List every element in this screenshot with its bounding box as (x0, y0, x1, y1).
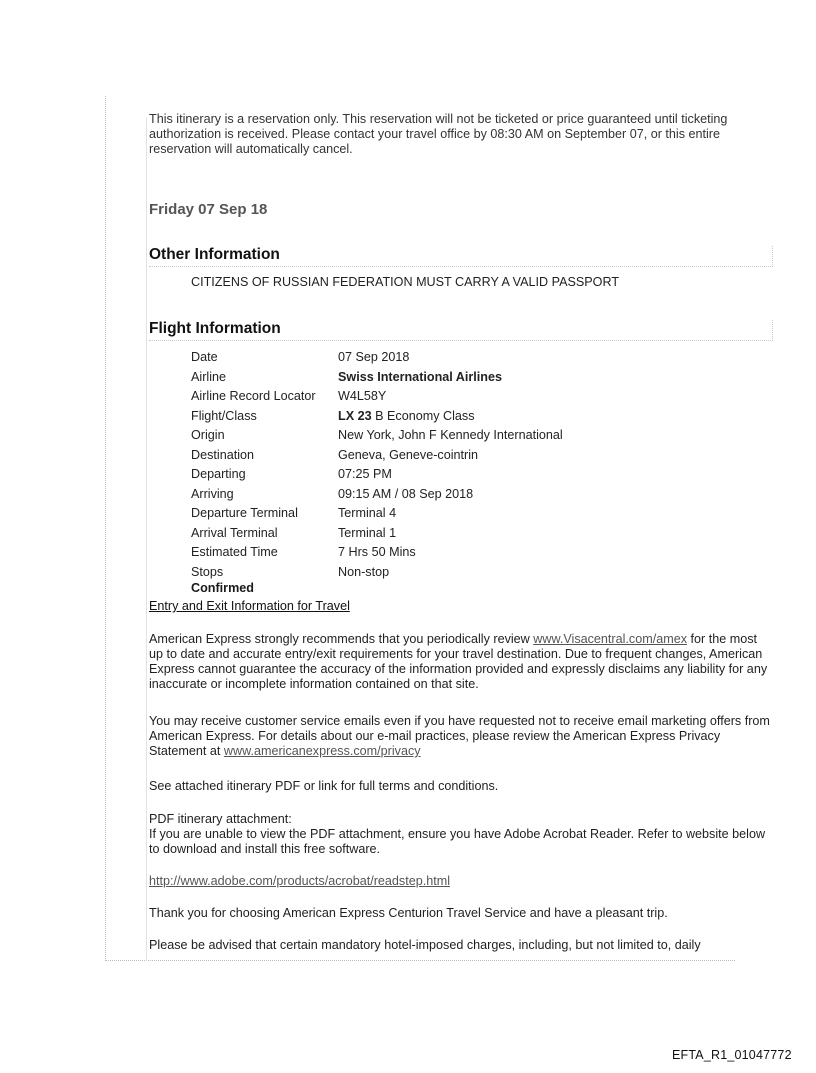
flight-value: 07 Sep 2018 (338, 350, 410, 364)
flight-row-airline (191, 368, 563, 388)
flight-label: Arriving (191, 486, 234, 501)
flight-class: B Economy Class (371, 408, 475, 423)
hotel-charges-paragraph: Please be advised that certain mandatory hotel-imposed charges, including, but not limited to, daily (149, 938, 701, 952)
flight-label: Destination (191, 447, 255, 462)
flight-value: Terminal 4 (338, 506, 397, 520)
frame-left-border (105, 96, 106, 961)
flight-value: W4L58Y (338, 389, 387, 403)
reservation-notice: This itinerary is a reservation only. This reservation will not be ticketed or price guaranteed until ticketing authorization is received. Please contact your travel office by 08:30 AM on September 07, or this entire reservation will automatically cancel. (149, 112, 728, 156)
document-id-footer: EFTA_R1_01047772 (672, 1048, 792, 1062)
flight-value: 09:15 AM / 08 Sep 2018 (338, 486, 474, 501)
flight-label: Airline (191, 369, 226, 384)
visa-advice-text: American Express strongly recommends that you periodically review (149, 632, 534, 646)
flight-value (338, 407, 475, 427)
other-information-heading: Other Information (149, 246, 773, 267)
date-heading: Friday 07 Sep 18 (149, 201, 268, 218)
adobe-reader-link[interactable]: http://www.adobe.com/products/acrobat/readstep.html (149, 874, 451, 888)
content-left-border (146, 118, 147, 961)
flight-row-departing (191, 465, 563, 485)
flight-row-estimated-time (191, 543, 563, 563)
pdf-attachment-paragraph: If you are unable to view the PDF attachment, ensure you have Adobe Acrobat Reader. Refer to website below to download and install this free software. (149, 827, 766, 856)
booking-status: Confirmed (191, 581, 254, 595)
flight-label: Date (191, 350, 218, 364)
flight-row-destination (191, 446, 563, 466)
flight-label: Flight/Class (191, 408, 257, 423)
flight-row-record-locator (191, 387, 563, 407)
flight-value: 7 Hrs 50 Mins (338, 545, 416, 559)
flight-label: Stops (191, 564, 224, 579)
adobe-link-paragraph (149, 874, 774, 889)
visa-advice-paragraph (149, 632, 774, 692)
flight-label: Departing (191, 467, 246, 481)
flight-details-table (191, 348, 563, 582)
passport-notice: CITIZENS OF RUSSIAN FEDERATION MUST CARRY A VALID PASSPORT (191, 275, 620, 289)
privacy-text: You may receive customer service emails even if you have requested not to receive email marketing offers from American Express. For details about our e-mail practices, please review the American Express Privacy Statement at (149, 714, 770, 758)
visacentral-link[interactable]: www.Visacentral.com/amex (533, 632, 688, 646)
flight-row-arriving (191, 485, 563, 505)
pdf-attachment-heading: PDF itinerary attachment: (149, 812, 292, 826)
flight-value: New York, John F Kennedy International (338, 428, 563, 442)
flight-value: Geneva, Geneve-cointrin (338, 447, 479, 462)
flight-label: Arrival Terminal (191, 525, 278, 540)
privacy-paragraph (149, 714, 774, 759)
flight-row-arrival-terminal (191, 524, 563, 544)
flight-row-departure-terminal (191, 504, 563, 524)
flight-label: Estimated Time (191, 545, 278, 559)
flight-value: Non-stop (338, 564, 390, 579)
flight-label: Airline Record Locator (191, 389, 316, 403)
thank-you-paragraph: Thank you for choosing American Express Centurion Travel Service and have a pleasant trip. (149, 906, 668, 920)
flight-label: Origin (191, 428, 225, 442)
flight-row-stops (191, 563, 563, 583)
frame-bottom-border (105, 960, 735, 961)
flight-information-heading: Flight Information (149, 320, 773, 341)
flight-value: 07:25 PM (338, 467, 392, 481)
flight-row-date (191, 348, 563, 368)
flight-value: Terminal 1 (338, 525, 397, 540)
flight-row-flight-class (191, 407, 563, 427)
entry-exit-info-link[interactable]: Entry and Exit Information for Travel (149, 599, 350, 613)
flight-number: LX 23 (338, 408, 372, 423)
visa-advice-text-cont: for the most up to date and accurate entry/exit requirements for your travel destination. Due to frequent changes, American Express cannot guarantee the accuracy of the information provided and expressly disclaims any liability for any inaccurate or incomplete information contained on that site. (149, 632, 768, 691)
flight-label: Departure Terminal (191, 506, 298, 520)
flight-value: Swiss International Airlines (338, 369, 502, 384)
terms-paragraph: See attached itinerary PDF or link for full terms and conditions. (149, 779, 499, 793)
flight-row-origin (191, 426, 563, 446)
privacy-link[interactable]: www.americanexpress.com/privacy (223, 744, 421, 758)
